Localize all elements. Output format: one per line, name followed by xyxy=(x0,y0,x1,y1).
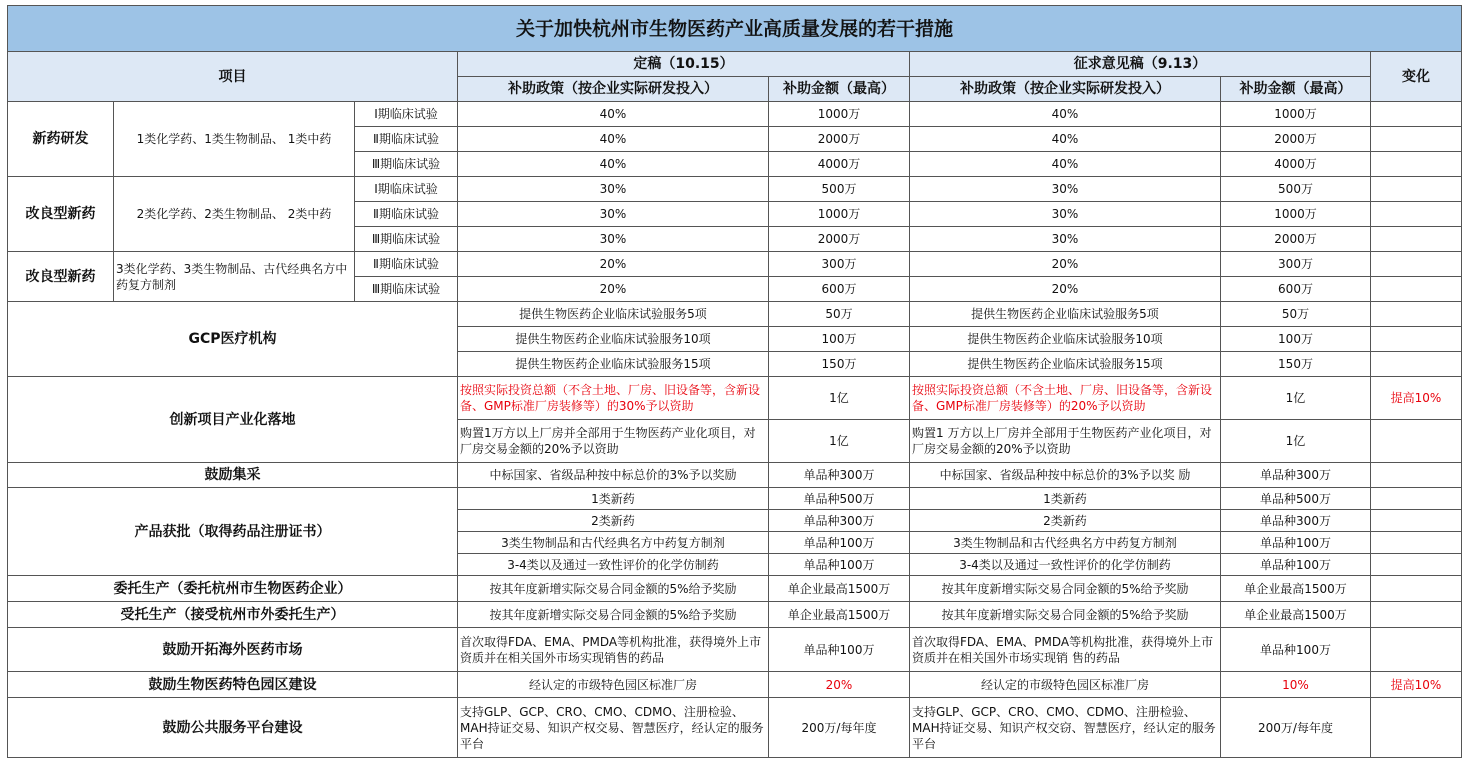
draft-policy-cell: 3类生物制品和古代经典名方中药复方制剂 xyxy=(910,532,1221,554)
change-cell xyxy=(1371,177,1462,202)
final-amount-cell: 1亿 xyxy=(769,377,910,420)
phase-cell: Ⅰ期临床试验 xyxy=(355,177,458,202)
final-amount-cell: 600万 xyxy=(769,277,910,302)
final-policy-cell: 30% xyxy=(458,202,769,227)
category-cell: GCP医疗机构 xyxy=(8,302,458,377)
final-policy-cell: 40% xyxy=(458,152,769,177)
category-cell: 改良型新药 xyxy=(8,252,114,302)
change-cell xyxy=(1371,202,1462,227)
table-row xyxy=(8,672,1462,698)
table-row xyxy=(8,698,1462,758)
category-cell: 产品获批（取得药品注册证书） xyxy=(8,488,458,576)
change-cell xyxy=(1371,488,1462,510)
final-policy-cell: 中标国家、省级品种按中标总价的3%予以奖励 xyxy=(458,463,769,488)
header-draft-policy: 补助政策（按企业实际研发投入） xyxy=(910,77,1221,102)
category-cell: 创新项目产业化落地 xyxy=(8,377,458,463)
draft-policy-cell: 购置1 万方以上厂房并全部用于生物医药产业化项目，对厂房交易金额的20%予以资助 xyxy=(910,420,1221,463)
draft-policy-cell: 3-4类以及通过一致性评价的化学仿制药 xyxy=(910,554,1221,576)
category-cell: 改良型新药 xyxy=(8,177,114,252)
final-amount-cell: 100万 xyxy=(769,327,910,352)
final-amount-cell: 4000万 xyxy=(769,152,910,177)
page-title: 关于加快杭州市生物医药产业高质量发展的若干措施 xyxy=(8,6,1462,52)
phase-cell: Ⅱ期临床试验 xyxy=(355,202,458,227)
final-policy-cell: 提供生物医药企业临床试验服务15项 xyxy=(458,352,769,377)
draft-amount-cell: 单品种300万 xyxy=(1221,463,1371,488)
draft-policy-cell: 首次取得FDA、EMA、PMDA等机构批准，获得境外上市资质并在相关国外市场实现销 售的药品 xyxy=(910,628,1221,672)
draft-policy-cell: 提供生物医药企业临床试验服务5项 xyxy=(910,302,1221,327)
final-amount-cell: 300万 xyxy=(769,252,910,277)
draft-policy-cell: 20% xyxy=(910,252,1221,277)
draft-amount-cell: 单品种100万 xyxy=(1221,532,1371,554)
final-policy-cell: 1类新药 xyxy=(458,488,769,510)
final-amount-cell: 150万 xyxy=(769,352,910,377)
draft-amount-cell: 50万 xyxy=(1221,302,1371,327)
change-cell xyxy=(1371,554,1462,576)
table-row xyxy=(8,177,1462,202)
final-amount-cell: 单品种100万 xyxy=(769,628,910,672)
change-cell xyxy=(1371,327,1462,352)
final-policy-cell: 3类生物制品和古代经典名方中药复方制剂 xyxy=(458,532,769,554)
change-cell xyxy=(1371,628,1462,672)
draft-policy-cell: 提供生物医药企业临床试验服务15项 xyxy=(910,352,1221,377)
final-amount-cell: 50万 xyxy=(769,302,910,327)
header-final: 定稿（10.15） xyxy=(458,52,910,77)
draft-amount-cell: 300万 xyxy=(1221,252,1371,277)
draft-amount-cell: 单品种100万 xyxy=(1221,554,1371,576)
draft-policy-cell: 40% xyxy=(910,127,1221,152)
change-cell xyxy=(1371,420,1462,463)
table-row xyxy=(8,463,1462,488)
change-cell xyxy=(1371,602,1462,628)
draft-amount-cell: 600万 xyxy=(1221,277,1371,302)
change-cell xyxy=(1371,576,1462,602)
final-amount-cell: 单品种500万 xyxy=(769,488,910,510)
draft-policy-cell: 提供生物医药企业临床试验服务10项 xyxy=(910,327,1221,352)
phase-cell: Ⅱ期临床试验 xyxy=(355,252,458,277)
draft-policy-cell: 按其年度新增实际交易合同金额的5%给予奖励 xyxy=(910,602,1221,628)
draft-policy-cell: 40% xyxy=(910,102,1221,127)
table-row xyxy=(8,252,1462,277)
draft-amount-cell: 1亿 xyxy=(1221,420,1371,463)
table-row xyxy=(8,302,1462,327)
category-cell: 委托生产（委托杭州市生物医药企业） xyxy=(8,576,458,602)
phase-cell: Ⅲ期临床试验 xyxy=(355,152,458,177)
final-policy-cell: 提供生物医药企业临床试验服务5项 xyxy=(458,302,769,327)
final-policy-cell: 3-4类以及通过一致性评价的化学仿制药 xyxy=(458,554,769,576)
final-amount-cell: 20% xyxy=(769,672,910,698)
final-policy-cell: 2类新药 xyxy=(458,510,769,532)
final-policy-cell: 购置1万方以上厂房并全部用于生物医药产业化项目，对厂房交易金额的20%予以资助 xyxy=(458,420,769,463)
category-cell: 鼓励集采 xyxy=(8,463,458,488)
description-cell: 2类化学药、2类生物制品、 2类中药 xyxy=(114,177,355,252)
final-amount-cell: 500万 xyxy=(769,177,910,202)
draft-amount-cell: 单品种100万 xyxy=(1221,628,1371,672)
final-amount-cell: 1亿 xyxy=(769,420,910,463)
table-row xyxy=(8,576,1462,602)
final-amount-cell: 单品种100万 xyxy=(769,554,910,576)
draft-amount-cell: 单品种500万 xyxy=(1221,488,1371,510)
draft-policy-cell: 30% xyxy=(910,227,1221,252)
table-row xyxy=(8,602,1462,628)
draft-amount-cell: 单企业最高1500万 xyxy=(1221,602,1371,628)
final-amount-cell: 200万/每年度 xyxy=(769,698,910,758)
draft-policy-cell: 1类新药 xyxy=(910,488,1221,510)
header-draft: 征求意见稿（9.13） xyxy=(910,52,1371,77)
header-project: 项目 xyxy=(8,52,458,102)
draft-policy-cell: 按照实际投资总额（不含土地、厂房、旧设备等，含新设备、GMP标准厂房装修等）的20%予以资助 xyxy=(910,377,1221,420)
change-cell xyxy=(1371,277,1462,302)
draft-amount-cell: 500万 xyxy=(1221,177,1371,202)
draft-policy-cell: 20% xyxy=(910,277,1221,302)
final-policy-cell: 提供生物医药企业临床试验服务10项 xyxy=(458,327,769,352)
category-cell: 受托生产（接受杭州市外委托生产） xyxy=(8,602,458,628)
change-cell: 提高10% xyxy=(1371,672,1462,698)
category-cell: 鼓励生物医药特色园区建设 xyxy=(8,672,458,698)
table-row xyxy=(8,628,1462,672)
final-policy-cell: 按其年度新增实际交易合同金额的5%给予奖励 xyxy=(458,576,769,602)
draft-amount-cell: 4000万 xyxy=(1221,152,1371,177)
final-policy-cell: 40% xyxy=(458,127,769,152)
final-policy-cell: 30% xyxy=(458,177,769,202)
final-amount-cell: 单品种100万 xyxy=(769,532,910,554)
draft-amount-cell: 单品种300万 xyxy=(1221,510,1371,532)
category-cell: 新药研发 xyxy=(8,102,114,177)
change-cell xyxy=(1371,102,1462,127)
final-amount-cell: 2000万 xyxy=(769,127,910,152)
final-amount-cell: 1000万 xyxy=(769,202,910,227)
draft-amount-cell: 1000万 xyxy=(1221,202,1371,227)
final-policy-cell: 按其年度新增实际交易合同金额的5%给予奖励 xyxy=(458,602,769,628)
change-cell: 提高10% xyxy=(1371,377,1462,420)
table-row xyxy=(8,102,1462,127)
final-policy-cell: 20% xyxy=(458,277,769,302)
final-amount-cell: 1000万 xyxy=(769,102,910,127)
category-cell: 鼓励公共服务平台建设 xyxy=(8,698,458,758)
phase-cell: Ⅱ期临床试验 xyxy=(355,127,458,152)
draft-policy-cell: 30% xyxy=(910,177,1221,202)
draft-amount-cell: 2000万 xyxy=(1221,227,1371,252)
phase-cell: Ⅰ期临床试验 xyxy=(355,102,458,127)
final-amount-cell: 单品种300万 xyxy=(769,510,910,532)
final-amount-cell: 单品种300万 xyxy=(769,463,910,488)
description-cell: 3类化学药、3类生物制品、古代经典名方中药复方制剂 xyxy=(114,252,355,302)
change-cell xyxy=(1371,532,1462,554)
draft-policy-cell: 40% xyxy=(910,152,1221,177)
header-final-policy: 补助政策（按企业实际研发投入） xyxy=(458,77,769,102)
draft-policy-cell: 30% xyxy=(910,202,1221,227)
change-cell xyxy=(1371,152,1462,177)
draft-amount-cell: 1亿 xyxy=(1221,377,1371,420)
final-amount-cell: 单企业最高1500万 xyxy=(769,576,910,602)
final-policy-cell: 首次取得FDA、EMA、PMDA等机构批准，获得境外上市资质并在相关国外市场实现销售的药品 xyxy=(458,628,769,672)
change-cell xyxy=(1371,698,1462,758)
final-policy-cell: 40% xyxy=(458,102,769,127)
draft-policy-cell: 支持GLP、GCP、CRO、CMO、CDMO、注册检验、MAH持证交易、知识产权交窃、智慧医疗，经认定的服务平台 xyxy=(910,698,1221,758)
change-cell xyxy=(1371,510,1462,532)
draft-policy-cell: 按其年度新增实际交易合同金额的5%给予奖励 xyxy=(910,576,1221,602)
draft-amount-cell: 2000万 xyxy=(1221,127,1371,152)
header-draft-amount: 补助金额（最高） xyxy=(1221,77,1371,102)
change-cell xyxy=(1371,227,1462,252)
phase-cell: Ⅲ期临床试验 xyxy=(355,277,458,302)
draft-amount-cell: 100万 xyxy=(1221,327,1371,352)
change-cell xyxy=(1371,127,1462,152)
final-policy-cell: 按照实际投资总额（不含土地、厂房、旧设备等，含新设备、GMP标准厂房装修等）的30%予以资助 xyxy=(458,377,769,420)
draft-policy-cell: 2类新药 xyxy=(910,510,1221,532)
draft-amount-cell: 1000万 xyxy=(1221,102,1371,127)
final-policy-cell: 30% xyxy=(458,227,769,252)
draft-amount-cell: 10% xyxy=(1221,672,1371,698)
final-policy-cell: 20% xyxy=(458,252,769,277)
table-row xyxy=(8,488,1462,510)
header-final-amount: 补助金额（最高） xyxy=(769,77,910,102)
table-row xyxy=(8,377,1462,420)
category-cell: 鼓励开拓海外医药市场 xyxy=(8,628,458,672)
header-change: 变化 xyxy=(1371,52,1462,102)
phase-cell: Ⅲ期临床试验 xyxy=(355,227,458,252)
change-cell xyxy=(1371,463,1462,488)
description-cell: 1类化学药、1类生物制品、 1类中药 xyxy=(114,102,355,177)
policy-table xyxy=(7,5,1462,758)
draft-amount-cell: 单企业最高1500万 xyxy=(1221,576,1371,602)
change-cell xyxy=(1371,352,1462,377)
draft-policy-cell: 中标国家、省级品种按中标总价的3%予以奖 励 xyxy=(910,463,1221,488)
final-amount-cell: 单企业最高1500万 xyxy=(769,602,910,628)
final-amount-cell: 2000万 xyxy=(769,227,910,252)
change-cell xyxy=(1371,252,1462,277)
draft-policy-cell: 经认定的市级特色园区标准厂房 xyxy=(910,672,1221,698)
final-policy-cell: 经认定的市级特色园区标准厂房 xyxy=(458,672,769,698)
final-policy-cell: 支持GLP、GCP、CRO、CMO、CDMO、注册检验、MAH持证交易、知识产权交易、智慧医疗，经认定的服务平台 xyxy=(458,698,769,758)
draft-amount-cell: 150万 xyxy=(1221,352,1371,377)
draft-amount-cell: 200万/每年度 xyxy=(1221,698,1371,758)
change-cell xyxy=(1371,302,1462,327)
